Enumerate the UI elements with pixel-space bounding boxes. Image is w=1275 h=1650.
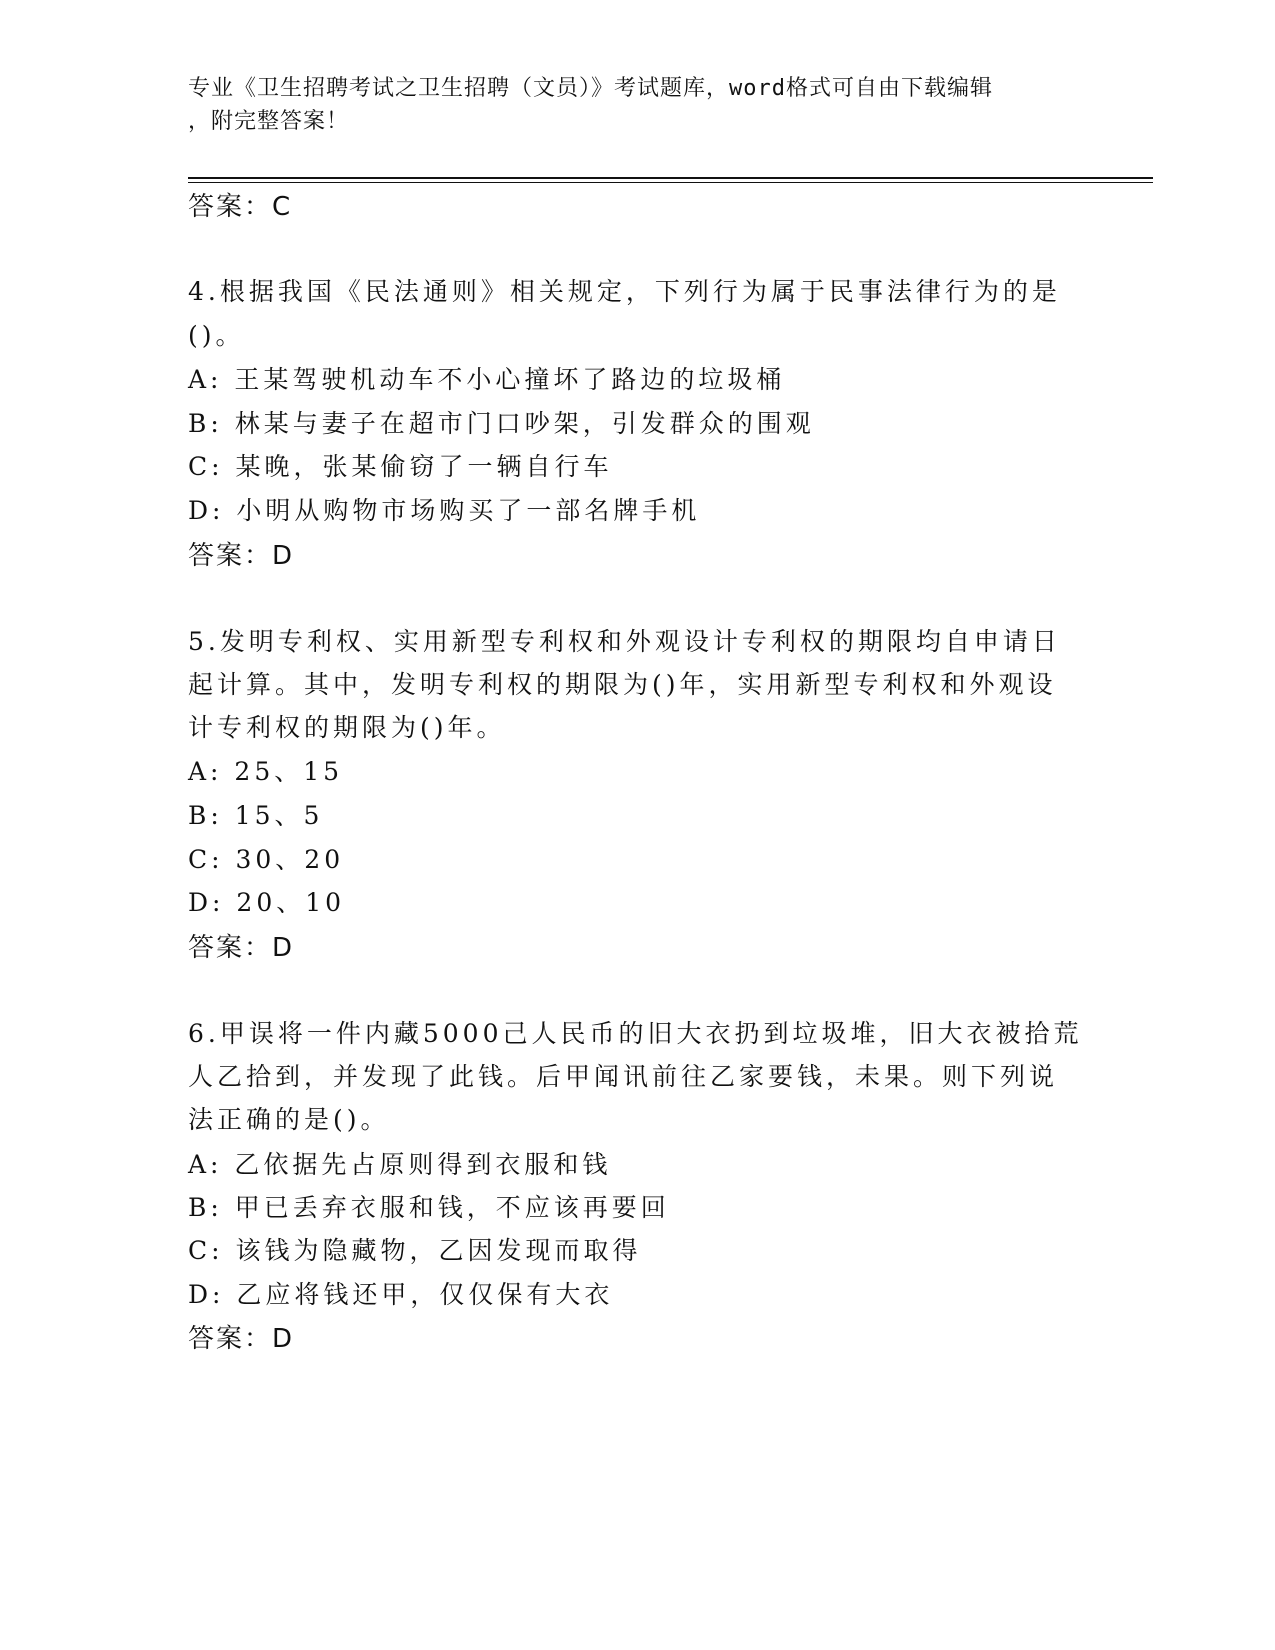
option-a: A: 乙依据先占原则得到衣服和钱 (188, 1150, 612, 1179)
answer: 答案：D (188, 933, 295, 963)
question-stem-line: 4.根据我国《民法通则》相关规定，下列行为属于民事法律行为的是 (188, 277, 1061, 306)
header-divider-thick (188, 177, 1153, 179)
option-c: C: 某晚，张某偷窃了一辆自行车 (188, 452, 613, 481)
document-header (188, 72, 1088, 138)
option-d: D: 乙应将钱还甲，仅仅保有大衣 (188, 1280, 614, 1309)
header-line-2: ，附完整答案！ (188, 109, 350, 134)
option-a: A: 王某驾驶机动车不小心撞坏了路边的垃圾桶 (188, 365, 786, 394)
question-stem-line: ()。 (188, 321, 245, 350)
option-a: A: 25、15 (188, 757, 344, 786)
question-stem-line: 计专利权的期限为()年。 (188, 713, 506, 742)
option-b: B: 林某与妻子在超市门口吵架，引发群众的围观 (188, 409, 815, 438)
option-b: B: 甲已丢弃衣服和钱，不应该再要回 (188, 1193, 670, 1222)
option-c: C: 该钱为隐藏物，乙因发现而取得 (188, 1236, 642, 1265)
option-b: B: 15、5 (188, 801, 324, 830)
question-stem-line: 起计算。其中，发明专利权的期限为()年，实用新型专利权和外观设 (188, 670, 1057, 699)
option-d: D: 小明从购物市场购买了一部名牌手机 (188, 496, 701, 525)
question-stem-line: 法正确的是()。 (188, 1105, 390, 1134)
header-line-1: 专业《卫生招聘考试之卫生招聘（文员）》考试题库，word格式可自由下载编辑 (188, 76, 993, 101)
question-stem-line: 5.发明专利权、实用新型专利权和外观设计专利权的期限均自申请日 (188, 627, 1061, 656)
option-d: D: 20、10 (188, 888, 346, 917)
answer: 答案：D (188, 541, 295, 571)
option-c: C: 30、20 (188, 845, 345, 874)
question-stem-line: 人乙拾到，并发现了此钱。后甲闻讯前往乙家要钱，未果。则下列说 (188, 1062, 1059, 1091)
answer: 答案：D (188, 1324, 295, 1354)
question-stem-line: 6.甲误将一件内藏5000己人民币的旧大衣扔到垃圾堆，旧大衣被拾荒 (188, 1019, 1083, 1048)
header-divider-thin (188, 182, 1153, 183)
previous-answer: 答案：C (188, 192, 293, 222)
